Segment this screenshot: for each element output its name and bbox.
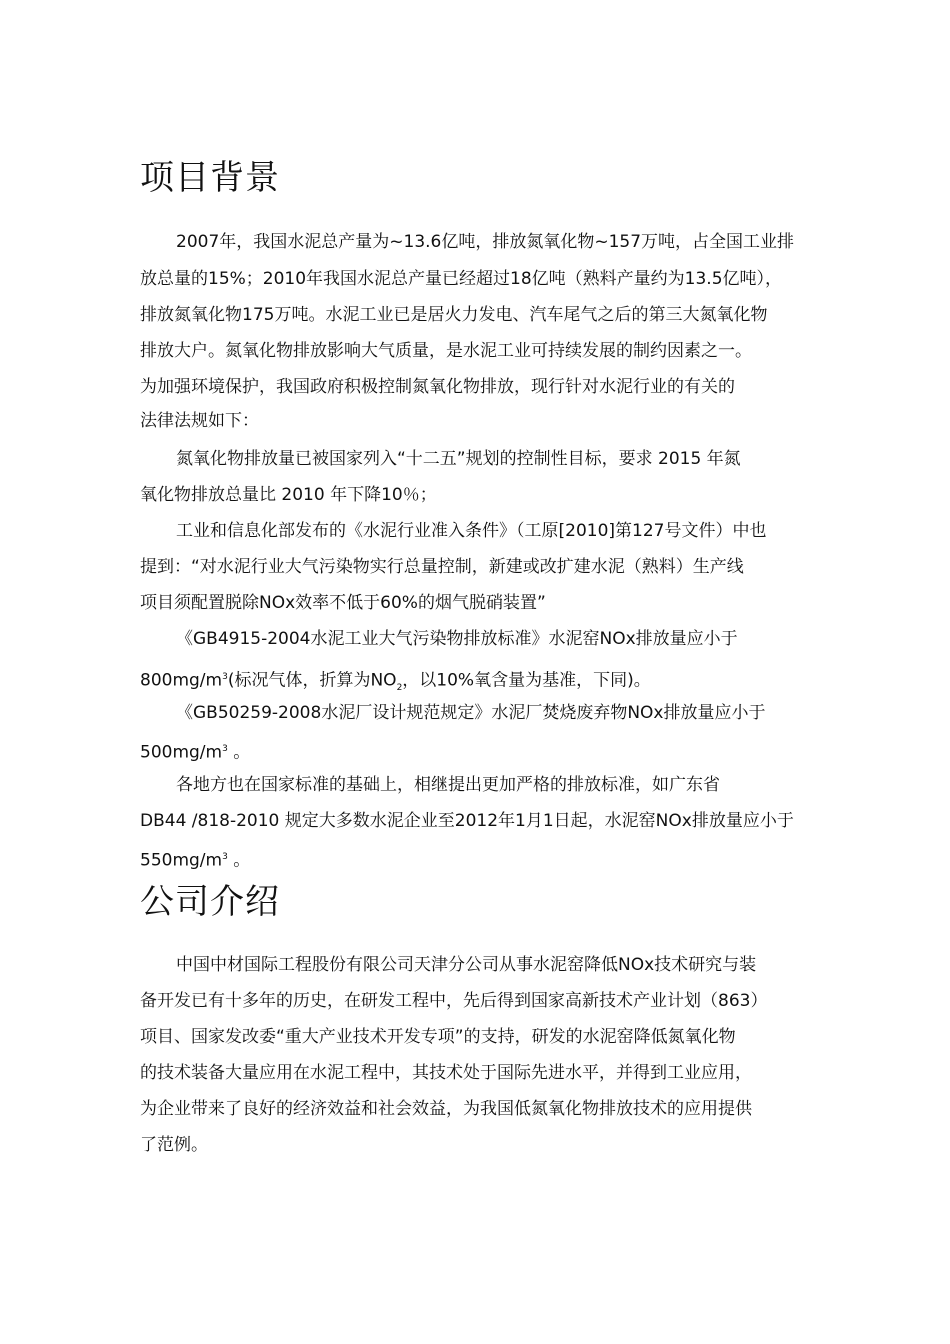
document-page [140,0,820,1344]
paragraph-line: 排放氮氧化物175万吨。水泥工业已是居火力发电、汽车尾气之后的第三大氮氧化物 [140,305,768,325]
paragraph-line [140,666,651,699]
text-span: (标况气体，折算为NO [227,670,397,691]
paragraph-line: 《GB4915-2004水泥工业大气污染物排放标准》水泥窑NOx排放量应小于 [176,629,738,649]
paragraph-line: 为企业带来了良好的经济效益和社会效益，为我国低氮氧化物排放技术的应用提供 [140,1099,752,1119]
paragraph-line: 的技术装备大量应用在水泥工程中，其技术处于国际先进水平，并得到工业应用， [140,1063,752,1083]
paragraph-line: 项目、国家发改委“重大产业技术开发专项”的支持，研发的水泥窑降低氮氧化物 [140,1027,736,1047]
paragraph-line: 《GB50259-2008水泥厂设计规范规定》水泥厂焚烧废弃物NOx排放量应小于 [176,703,766,723]
paragraph-line: 工业和信息化部发布的《水泥行业准入条件》（工原[2010]第127号文件）中也 [176,521,767,541]
paragraph-line: 氮氧化物排放量已被国家列入“十二五”规划的控制性目标，要求 2015 年氮 [176,449,741,469]
paragraph-line: 放总量的15%；2010年我国水泥总产量已经超过18亿吨（熟料产量约为13.5亿吨）， [140,269,783,289]
subscript: 2 [396,683,403,694]
superscript: 3 [222,852,228,862]
paragraph-line: 备开发已有十多年的历史，在研发工程中，先后得到国家高新技术产业计划（863） [140,991,768,1011]
unit-text: 550mg/m [140,850,223,871]
paragraph-line: DB44 /818-2010 规定大多数水泥企业至2012年1月1日起，水泥窑NOx排放量应小于 [140,811,794,831]
paragraph-line: 氧化物排放总量比 2010 年下降10％； [140,485,437,505]
paragraph-line: 项目须配置脱除NOx效率不低于60%的烟气脱硝装置” [140,593,546,613]
paragraph-line: 为加强环境保护，我国政府积极控制氮氧化物排放，现行针对水泥行业的有关的 [140,377,735,397]
paragraph-line: 排放大户。氮氧化物排放影响大气质量，是水泥工业可持续发展的制约因素之一。 [140,341,752,361]
paragraph-line: 2007年，我国水泥总产量为~13.6亿吨，排放氮氧化物~157万吨，占全国工业排 [176,232,795,252]
paragraph-line: 提到：“对水泥行业大气污染物实行总量控制，新建或改扩建水泥（熟料）生产线 [140,557,744,577]
unit-text: 800mg/m [140,670,223,691]
superscript: 3 [222,744,228,754]
paragraph-line [140,738,250,764]
paragraph-line [140,846,250,872]
unit-text: 500mg/m [140,742,223,763]
text-span: 。 [227,850,251,871]
section-title-company: 公司介绍 [140,882,280,922]
paragraph-line: 各地方也在国家标准的基础上，相继提出更加严格的排放标准，如广东省 [176,775,720,795]
text-span: ，以10%氧含量为基准，下同)。 [402,670,651,691]
superscript: 3 [222,672,228,682]
section-title-background: 项目背景 [140,158,280,198]
paragraph-line: 中国中材国际工程股份有限公司天津分公司从事水泥窑降低NOx技术研究与装 [176,955,757,975]
paragraph-line: 了范例。 [140,1135,208,1155]
text-span: 。 [227,742,251,763]
paragraph-line: 法律法规如下： [140,411,259,431]
